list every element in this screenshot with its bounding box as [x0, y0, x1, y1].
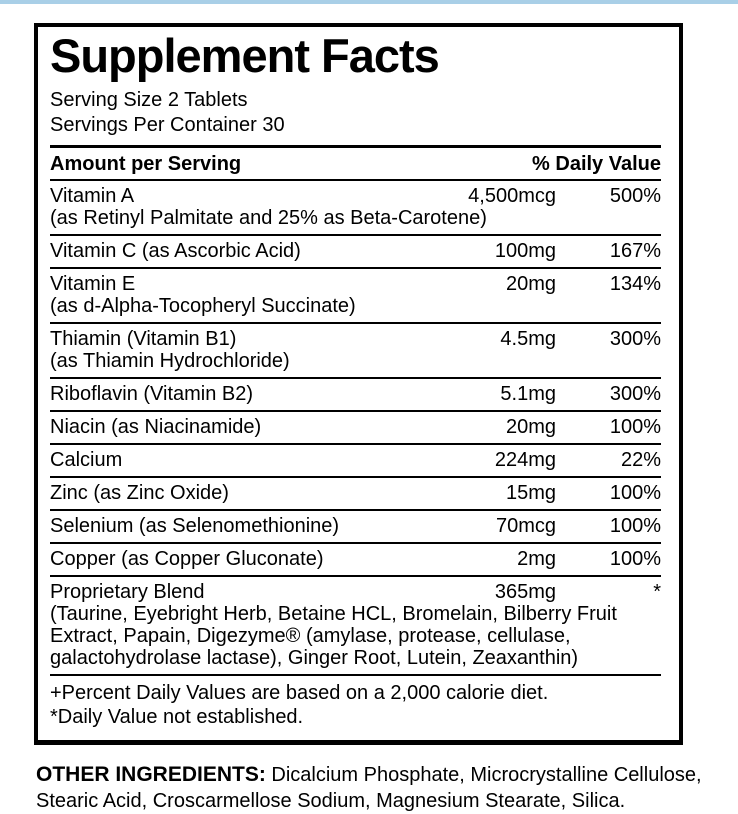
panel-title: Supplement Facts — [50, 29, 439, 82]
nutrient-dv: 167% — [609, 240, 661, 262]
nutrient-amount: 2mg — [517, 548, 556, 570]
serving-size-line: Serving Size 2 Tablets — [50, 89, 248, 111]
nutrient-amount: 4,500mcg — [468, 185, 556, 207]
calorie-diet-footnote: +Percent Daily Values are based on a 2,000 calorie diet. — [50, 682, 549, 704]
nutrient-row-vitamin-a — [50, 181, 661, 234]
nutrient-amount: 15mg — [505, 482, 556, 504]
nutrient-name: Selenium (as Selenomethionine) — [50, 515, 340, 537]
nutrient-amount: 70mcg — [495, 515, 556, 537]
nutrient-amount: 5.1mg — [500, 383, 556, 405]
nutrient-row-vitamin-e — [50, 269, 661, 322]
nutrient-name: Niacin (as Niacinamide) — [50, 416, 262, 438]
nutrient-detail: (as Retinyl Palmitate and 25% as Beta-Carotene) — [50, 207, 487, 229]
other-ingredients-heading: OTHER INGREDIENTS: — [36, 763, 266, 786]
nutrient-dv: 500% — [609, 185, 661, 207]
nutrient-row-calcium — [50, 445, 661, 476]
serving-info — [50, 88, 661, 138]
servings-per-container-line: Servings Per Container 30 — [50, 114, 285, 136]
nutrient-amount: 365mg — [494, 581, 556, 603]
nutrient-dv: 100% — [609, 416, 661, 438]
nutrient-amount: 4.5mg — [500, 328, 556, 350]
nutrient-dv: 100% — [609, 515, 661, 537]
nutrient-row-niacin — [50, 412, 661, 443]
page-top-accent-strip — [0, 0, 738, 4]
daily-value-footnote: *Daily Value not established. — [50, 706, 304, 728]
nutrient-detail: (as d-Alpha-Tocopheryl Succinate) — [50, 295, 356, 317]
daily-value-header: % Daily Value — [532, 153, 661, 175]
nutrient-amount: 20mg — [505, 416, 556, 438]
nutrient-name: Proprietary Blend — [50, 581, 205, 603]
nutrient-name: Riboflavin (Vitamin B2) — [50, 383, 254, 405]
column-header-row — [50, 148, 661, 179]
nutrient-row-copper — [50, 544, 661, 575]
amount-per-serving-header: Amount per Serving — [50, 153, 242, 175]
nutrient-row-zinc — [50, 478, 661, 509]
nutrient-row-thiamin — [50, 324, 661, 377]
nutrient-name: Vitamin E — [50, 273, 136, 295]
nutrient-name: Zinc (as Zinc Oxide) — [50, 482, 229, 504]
nutrient-name: Thiamin (Vitamin B1) — [50, 328, 237, 350]
nutrient-amount: 20mg — [505, 273, 556, 295]
nutrient-row-proprietary-blend — [50, 577, 661, 674]
nutrient-dv: 100% — [609, 482, 661, 504]
nutrient-amount: 100mg — [494, 240, 556, 262]
supplement-facts-panel — [34, 23, 683, 745]
nutrient-dv: * — [653, 581, 661, 603]
footnotes — [50, 676, 661, 734]
other-ingredients-section — [36, 762, 720, 814]
nutrient-detail: (as Thiamin Hydrochloride) — [50, 350, 290, 372]
nutrient-name: Calcium — [50, 449, 123, 471]
nutrient-name: Vitamin A — [50, 185, 135, 207]
nutrient-row-vitamin-c — [50, 236, 661, 267]
nutrient-detail: (Taurine, Eyebright Herb, Betaine HCL, Bromelain, Bilberry Fruit Extract, Papain, Digezyme® (amylase, protease, cellulase, galactohydrolase lactase), Ginger Root, Lutein, Zeaxanthin) — [50, 603, 617, 669]
nutrient-dv: 134% — [609, 273, 661, 295]
nutrient-dv: 22% — [620, 449, 661, 471]
nutrient-row-selenium — [50, 511, 661, 542]
nutrient-name: Vitamin C (as Ascorbic Acid) — [50, 240, 301, 262]
nutrient-dv: 100% — [609, 548, 661, 570]
nutrient-name: Copper (as Copper Gluconate) — [50, 548, 324, 570]
nutrient-dv: 300% — [609, 383, 661, 405]
nutrient-row-riboflavin — [50, 379, 661, 410]
nutrient-dv: 300% — [609, 328, 661, 350]
nutrient-amount: 224mg — [494, 449, 556, 471]
other-ingredients-text: Dicalcium Phosphate, Microcrystalline Cellulose, Stearic Acid, Croscarmellose Sodium, Magnesium Stearate, Silica. — [36, 764, 702, 812]
